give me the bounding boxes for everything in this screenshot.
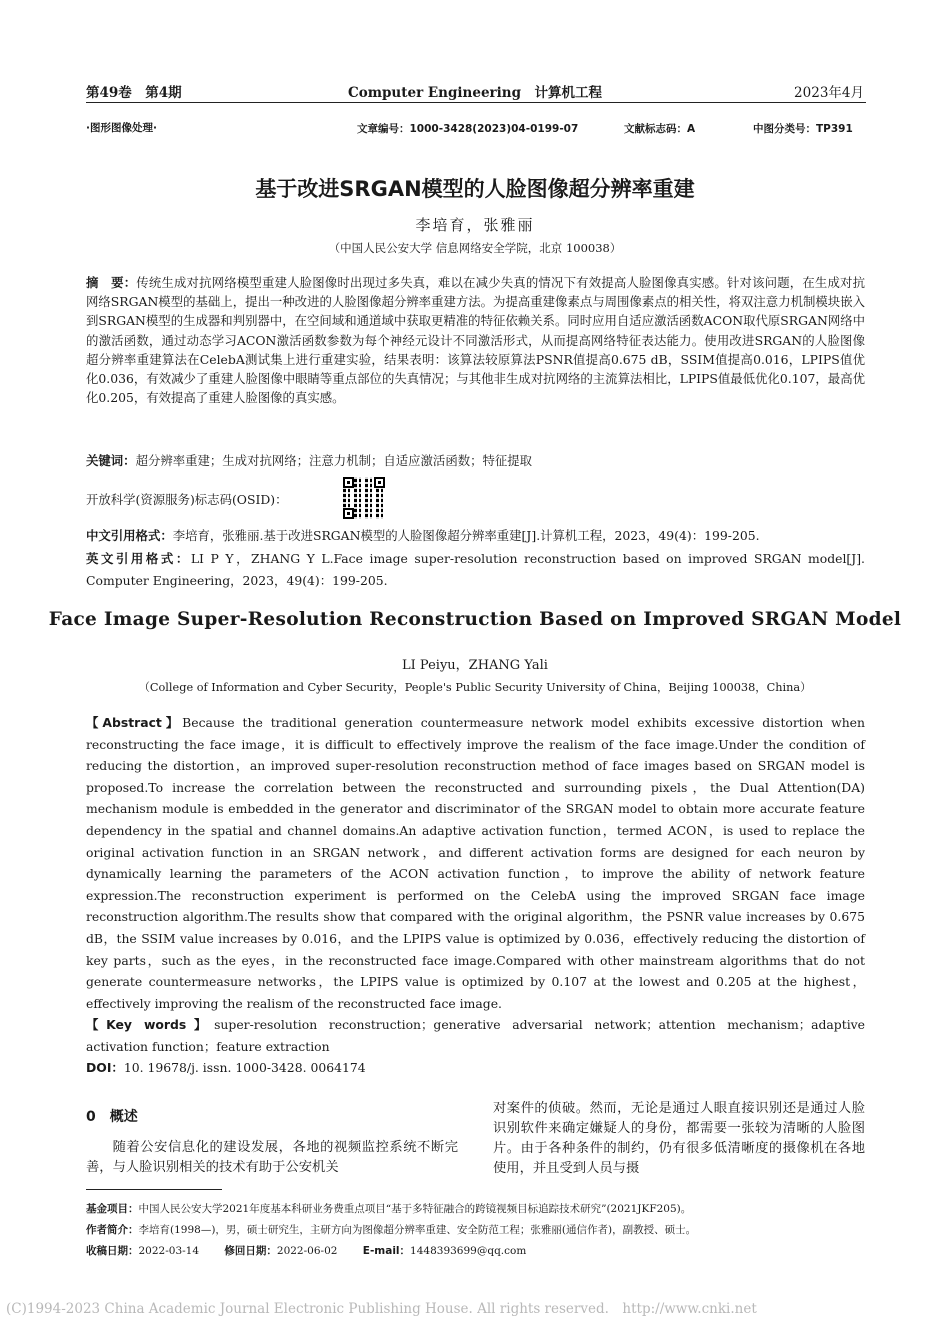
qr-corner-icon: [343, 508, 354, 519]
abstract-cn: [86, 273, 865, 407]
received-date: 2022-03-14: [138, 1245, 200, 1257]
revised-date: 2022-06-02: [276, 1245, 338, 1257]
keywords-cn-text: 超分辨率重建；生成对抗网络；注意力机制；自适应激活函数；特征提取: [135, 453, 533, 468]
header-rule: [86, 102, 866, 103]
section-right-column: 对案件的侦破。然而，无论是通过人眼直接识别还是通过人脸识别软件来确定嫌疑人的身份，都需要一张较为清晰的人脸图片。由于各种条件的制约，仍有很多低清晰度的摄像机在各地使用，并且受到人员与摄: [493, 1101, 865, 1176]
abstract-en: [86, 712, 865, 1014]
abstract-cn-label: 摘 要：: [86, 275, 137, 290]
keywords-en: [86, 1014, 865, 1057]
keywords-cn: [86, 451, 865, 470]
footnote-dates: [86, 1241, 865, 1262]
affiliation-cn: （中国人民公安大学 信息网络安全学院，北京 100038）: [328, 241, 622, 255]
article-number: 文章编号：1000-3428(2023)04-0199-07: [357, 123, 579, 135]
abstract-en-text: Because the traditional generation countermeasure network model exhibits excessive distortion when reconstructing the face image，it is difficult to effectively improve the realism of the face image.Under the condition of reducing the distortion，an improved super-resolution reconstruction method of face images based on SRGAN model is proposed.To increase the correlation between the reconstructed and surrounding pixels，the Dual Attention(DA) mechanism module is embedded in the generator and discriminator of the SRGAN model to obtain more accurate feature dependency in the spatial and channel domains.An adaptive activation function，termed ACON，is used to replace the original activation function in an SRGAN network，and different activation forms are designed for each neuron by dynamically learning the parameters of the ACON activation function，to improve the ability of network feature expression.The reconstruction experiment is performed on the CelebA using the improved SRGAN face image reconstruction algorithm.The results show that compared with the original algorithm，the PSNR value increases by 0.675 dB，the SSIM value increases by 0.016，and the LPIPS value is optimized by 0.036，effectively reducing the distortion of key parts，such as the eyes，in the reconstructed face image.Compared with other mainstream algorithms that do not generate countermeasure networks，the LPIPS value is optimized by 0.107 at the lowest and 0.205 at the highest，effectively improving the realism of the reconstructed face image.: [86, 715, 865, 1011]
footnote-author-text: 李培育(1998—)，男，硕士研究生，主研方向为图像超分辨率重建、安全防范工程；张雅丽(通信作者)，副教授、硕士。: [138, 1224, 697, 1236]
authors-cn: 李培育，张雅丽: [415, 216, 535, 234]
citation-cn: [86, 526, 865, 545]
received-label: 收稿日期：: [86, 1245, 139, 1257]
doi-text[interactable]: 10. 19678/j. issn. 1000-3428. 0064174: [123, 1060, 366, 1075]
keywords-cn-label: 关键词：: [86, 453, 136, 468]
footnote-author: [86, 1220, 865, 1241]
paper-title-en: Face Image Super-Resolution Reconstruction Based on Improved SRGAN Model: [48, 609, 902, 630]
authors-en: LI Peiyu，ZHANG Yali: [402, 658, 548, 673]
footnote-rule: [86, 1189, 222, 1190]
qr-corner-icon: [343, 477, 354, 488]
footnote-author-label: 作者简介：: [86, 1224, 139, 1236]
section-left-column: 随着公安信息化的建设发展，各地的视频监控系统不断完善，与人脸识别相关的技术有助于公安机关: [86, 1140, 458, 1175]
citation-en: [86, 548, 865, 592]
osid-qr-code[interactable]: [343, 477, 385, 519]
citation-en-label: 英文引用格式：: [86, 551, 191, 566]
abstract-cn-text: 传统生成对抗网络模型重建人脸图像时出现过多失真，难以在减少失真的情况下有效提高人脸图像真实感。针对该问题，在生成对抗网络SRGAN模型的基础上，提出一种改进的人脸图像超分辨率重建方法。为提高重建像素点与周围像素点的相关性，将双注意力机制模块嵌入到SRGAN模型的生成器和判别器中，在空间域和通道域中获取更精准的特征依赖关系。同时应用自适应激活函数ACON取代原SRGAN网络中的激活函数，通过动态学习ACON激活函数参数为每个神经元设计不同激活形式，从而提高网络特征表达能力。使用改进SRGAN的人脸图像超分辨率重建算法在CelebA测试集上进行重建实验，结果表明：该算法较原算法PSNR值提高0.675 dB，SSIM值提高0.016，LPIPS值优化0.036，有效减少了重建人脸图像中眼睛等重点部位的失真情况；与其他非生成对抗网络的主流算法相比，LPIPS值最低优化0.107，最高优化0.205，有效提高了重建人脸图像的真实感。: [86, 275, 866, 406]
clc-number: 中图分类号：TP391: [753, 123, 853, 135]
paper-title-cn: 基于改进SRGAN模型的人脸图像超分辨率重建: [255, 177, 695, 201]
document-code: 文献标志码：A: [624, 123, 696, 135]
citation-cn-label: 中文引用格式：: [86, 528, 173, 543]
doi: [86, 1057, 865, 1079]
copyright-notice: (C)1994-2023 China Academic Journal Electronic Publishing House. All rights reserved. http://www.cnki.net: [6, 1301, 757, 1317]
footnote-fund: [86, 1199, 865, 1220]
header-volume: 第49卷 第4期: [86, 85, 182, 101]
revised-label: 修回日期：: [224, 1245, 277, 1257]
email-label: E-mail：: [362, 1245, 411, 1257]
footnote-fund-label: 基金项目：: [86, 1203, 139, 1215]
keywords-en-label: 【Key words】: [86, 1017, 215, 1032]
column-tag: ·图形图像处理·: [86, 122, 157, 134]
osid-label: 开放科学(资源服务)标志码(OSID)：: [86, 492, 288, 507]
citation-cn-text: 李培育，张雅丽.基于改进SRGAN模型的人脸图像超分辨率重建[J].计算机工程，2023，49(4)：199-205.: [172, 528, 760, 543]
qr-corner-icon: [374, 477, 385, 488]
footnote-fund-text: 中国人民公安大学2021年度基本科研业务费重点项目“基于多特征融合的跨镜视频目标追踪技术研究”(2021JKF205)。: [138, 1203, 692, 1215]
abstract-en-label: 【Abstract】: [86, 715, 183, 730]
doi-label: DOI：: [86, 1060, 124, 1075]
affiliation-en: （College of Information and Cyber Security，People's Public Security University of China，Beijing 100038，China）: [138, 681, 812, 694]
header-date: 2023年4月: [794, 85, 864, 101]
email-address[interactable]: 1448393699@qq.com: [410, 1245, 527, 1257]
header-journal-name: Computer Engineering 计算机工程: [347, 85, 603, 101]
citation-en-text: LI P Y，ZHANG Y L.Face image super-resolution reconstruction based on improved SRGAN model[J]. Computer Engineering，2023，49(4)：199-205.: [86, 551, 865, 588]
keywords-en-text: super-resolution reconstruction；generative adversarial network；attention mechanism；adaptive activation function；feature extraction: [86, 1017, 866, 1054]
section-heading: 0 概述: [86, 1109, 138, 1125]
